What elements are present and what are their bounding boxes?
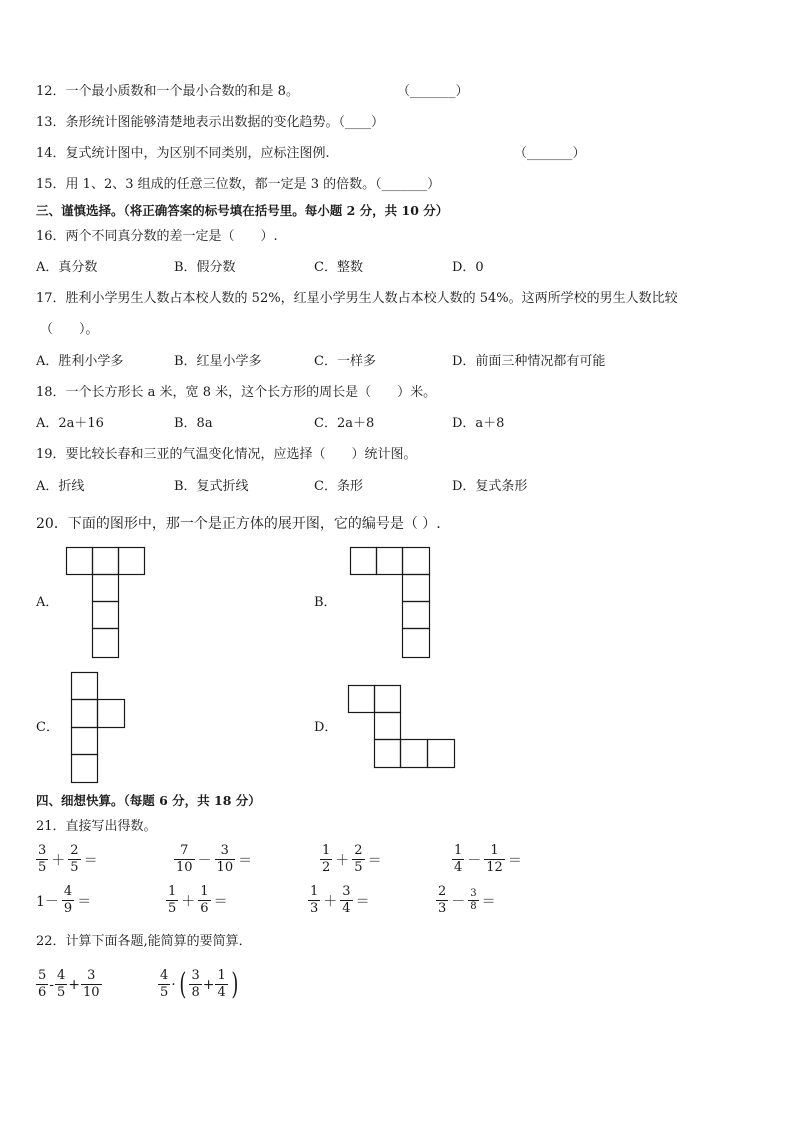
- question-12: 12．一个最小质数和一个最小合数的和是 8。: [36, 84, 299, 99]
- q19-option-d[interactable]: D．复式条形: [452, 479, 528, 494]
- calc-item-5: 1－ $\frac{4}{9}$ ＝: [36, 884, 92, 916]
- question-16: 16．两个不同真分数的差一定是（ ）.: [36, 229, 278, 244]
- q18-option-b[interactable]: B．8a: [174, 416, 213, 431]
- q19-option-c[interactable]: C．条形: [314, 479, 363, 494]
- cube-net-a: [66, 547, 146, 659]
- question-17-paren: （ ）。: [40, 322, 99, 337]
- calc-item-2: $\frac{7}{10}$ － $\frac{3}{10}$ ＝: [176, 843, 253, 875]
- q18-option-d[interactable]: D．a＋8: [452, 416, 505, 431]
- question-21: 21．直接写出得数。: [36, 819, 157, 834]
- q17-option-a[interactable]: A．胜利小学多: [36, 354, 124, 369]
- right-paren: ): [231, 966, 239, 1002]
- calc-item-7: $\frac{1}{3}$ ＋ $\frac{3}{4}$ ＝: [310, 884, 370, 916]
- section-4-heading: 四、细想快算。（每题 6 分，共 18 分）: [36, 793, 261, 808]
- simplify-expression-2: $\frac{4}{5}$ · ( $\frac{3}{8}$ + $\frac{1}{4}$ ): [160, 966, 239, 1002]
- calc-item-3: $\frac{1}{2}$ ＋ $\frac{2}{5}$ ＝: [322, 843, 382, 875]
- cube-net-b: [350, 547, 432, 659]
- simplify-expression-1: $\frac{5}{6}$ - $\frac{4}{5}$ + $\frac{3}{10}$: [38, 968, 100, 1000]
- calc-item-8: $\frac{2}{3}$ － $\frac{3}{8}$ ＝: [438, 884, 496, 916]
- cube-net-d: [348, 685, 456, 769]
- answer-blank-12[interactable]: （_______）: [397, 84, 469, 99]
- calc-item-4: $\frac{1}{4}$ － $\frac{1}{12}$ ＝: [454, 843, 522, 875]
- question-13: 13．条形统计图能够清楚地表示出数据的变化趋势。（____）: [36, 115, 385, 130]
- question-17: 17．胜利小学男生人数占本校人数的 52%，红星小学男生人数占本校人数的 54%。这两所学校的男生人数比较: [36, 291, 678, 306]
- q18-option-c[interactable]: C．2a＋8: [314, 416, 375, 431]
- q16-option-b[interactable]: B．假分数: [174, 260, 236, 275]
- q20-label-b[interactable]: B．: [314, 595, 337, 610]
- q19-option-a[interactable]: A．折线: [36, 479, 85, 494]
- q19-option-b[interactable]: B．复式折线: [174, 479, 249, 494]
- section-3-heading: 三、谨慎选择。（将正确答案的标号填在括号里。每小题 2 分，共 10 分）: [36, 203, 449, 218]
- q20-label-d[interactable]: D．: [314, 720, 338, 735]
- q16-option-c[interactable]: C．整数: [314, 260, 363, 275]
- answer-blank-14[interactable]: （_______）: [514, 146, 586, 161]
- question-14: 14．复式统计图中，为区别不同类别，应标注图例.: [36, 146, 330, 161]
- cube-net-c: [71, 672, 127, 784]
- q18-option-a[interactable]: A．2a＋16: [36, 416, 104, 431]
- calc-item-6: $\frac{1}{5}$ ＋ $\frac{1}{6}$ ＝: [168, 884, 228, 916]
- q16-option-a[interactable]: A．真分数: [36, 260, 98, 275]
- question-18: 18．一个长方形长 a 米，宽 8 米，这个长方形的周长是（ ）米。: [36, 385, 437, 400]
- q20-label-a[interactable]: A．: [36, 595, 59, 610]
- question-15: 15．用 1、2、3 组成的任意三位数，都一定是 3 的倍数。（_______）: [36, 177, 441, 192]
- q17-option-b[interactable]: B．红星小学多: [174, 354, 262, 369]
- q20-label-c[interactable]: C．: [36, 720, 59, 735]
- q17-option-d[interactable]: D．前面三种情况都有可能: [452, 354, 606, 369]
- q16-option-d[interactable]: D．0: [452, 260, 484, 275]
- question-22: 22．计算下面各题,能简算的要简算．: [36, 934, 252, 949]
- question-20: 20．下面的图形中，那一个是正方体的展开图，它的编号是（ ）.: [36, 516, 441, 532]
- q17-option-c[interactable]: C．一样多: [314, 354, 376, 369]
- question-19: 19．要比较长春和三亚的气温变化情况，应选择（ ）统计图。: [36, 447, 417, 462]
- left-paren: (: [179, 966, 187, 1002]
- calc-item-1: $\frac{3}{5}$ ＋ $\frac{2}{5}$ ＝: [38, 843, 98, 875]
